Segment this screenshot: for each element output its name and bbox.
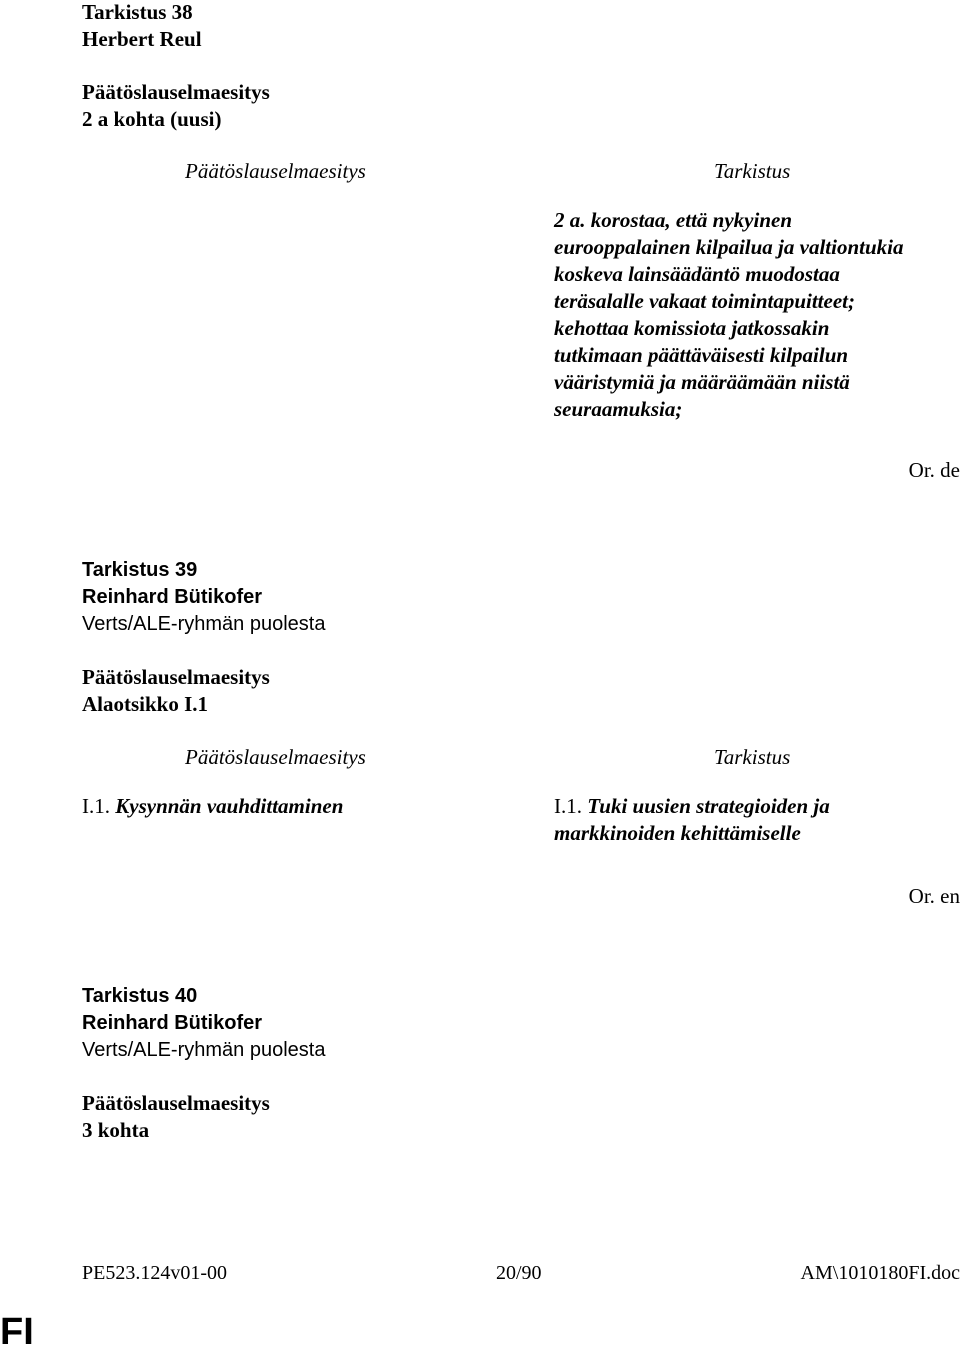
amendment-40-title: Tarkistus 40 xyxy=(82,985,198,1007)
amendment-40-section: 3 kohta xyxy=(82,1118,150,1142)
amendment-38-document: Päätöslauselmaesitys xyxy=(82,80,270,104)
footer-page-number: 20/90 xyxy=(496,1262,542,1284)
amended-text-heading-line-2: markkinoiden kehittämiselle xyxy=(554,821,801,845)
footer-file-name: AM\1010180FI.doc xyxy=(800,1262,960,1284)
amended-text-line: 2 a. korostaa, että nykyinen xyxy=(554,208,793,232)
amendment-38-original-language: Or. de xyxy=(908,458,960,482)
amendment-39-original-text xyxy=(82,793,343,820)
amendment-40-group: Verts/ALE-ryhmän puolesta xyxy=(82,1039,326,1061)
amendment-39-title: Tarkistus 39 xyxy=(82,559,198,581)
amendment-38-section: 2 a kohta (uusi) xyxy=(82,107,222,131)
amendment-38-column-left-heading: Päätöslauselmaesitys xyxy=(185,159,366,183)
amendment-38-title: Tarkistus 38 xyxy=(82,0,193,24)
amended-text-line: vääristymiä ja määräämään niistä xyxy=(554,370,850,394)
amended-text-line: eurooppalainen kilpailua ja valtiontukia xyxy=(554,235,904,259)
amended-text-number: I.1. xyxy=(554,794,588,818)
amendment-38-column-right-heading: Tarkistus xyxy=(714,159,791,183)
amendment-39-original-language: Or. en xyxy=(908,884,960,908)
amendment-38-amended-text xyxy=(554,207,903,423)
amendment-39-group: Verts/ALE-ryhmän puolesta xyxy=(82,613,326,635)
original-text-heading: Kysynnän vauhdittaminen xyxy=(115,794,344,818)
amendment-39-column-right-heading: Tarkistus xyxy=(714,745,791,769)
amended-text-heading-line-1: Tuki uusien strategioiden ja xyxy=(587,794,830,818)
amendment-40-document: Päätöslauselmaesitys xyxy=(82,1091,270,1115)
amendment-39-amended-text xyxy=(554,793,830,847)
footer-language-code: FI xyxy=(0,1311,34,1353)
amended-text-line: kehottaa komissiota jatkossakin xyxy=(554,316,830,340)
amendment-39-author: Reinhard Bütikofer xyxy=(82,586,263,608)
amendment-40-author: Reinhard Bütikofer xyxy=(82,1012,263,1034)
amended-text-line: seuraamuksia; xyxy=(554,397,683,421)
amended-text-line: teräsalalle vakaat toimintapuitteet; xyxy=(554,289,855,313)
amendment-38-author: Herbert Reul xyxy=(82,27,202,51)
amendment-39-document: Päätöslauselmaesitys xyxy=(82,665,270,689)
footer-document-reference: PE523.124v01-00 xyxy=(82,1262,227,1284)
amended-text-line: tutkimaan päättäväisesti kilpailun xyxy=(554,343,849,367)
amendment-39-column-left-heading: Päätöslauselmaesitys xyxy=(185,745,366,769)
original-text-number: I.1. xyxy=(82,794,116,818)
amended-text-line: koskeva lainsäädäntö muodostaa xyxy=(554,262,840,286)
amendment-39-section: Alaotsikko I.1 xyxy=(82,692,209,716)
